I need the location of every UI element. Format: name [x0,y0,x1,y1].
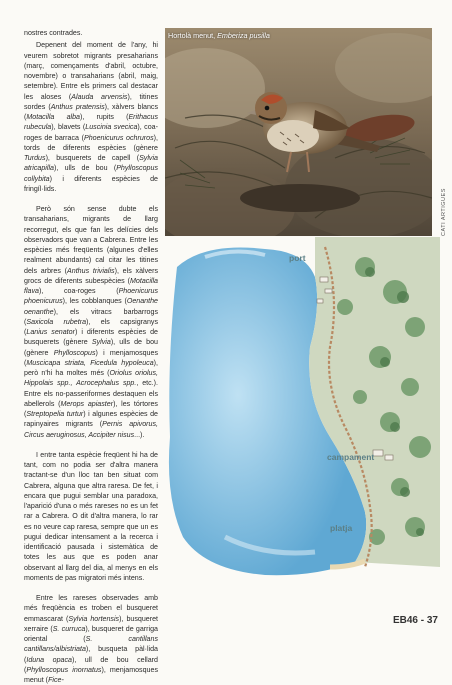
map-label-camp: campament [327,452,375,462]
paragraph: nostres contrades. [24,29,83,37]
bunting-illustration [165,28,432,236]
article-text-column [24,28,158,685]
photo-credit: CATI ARTIGUES [441,188,447,236]
map-label-beach: platja [330,523,353,533]
watercolor-map [165,237,440,582]
paragraph: Entre les rareses observades amb més freqüència es troben el busqueret emmascarat (Sylvia hortensis), busqueret xerraire (S. curruca), busqueret de garriga oriental (S. cantillans cantillans/albistriata), busqueta pàl·lida (Iduna opaca), ull de bou cellard (Phylloscopus inornatus), menjamosques menut (Fice- [24,594,158,684]
page-folio: EB46 - 37 [392,615,438,626]
map-label-port: port [289,253,306,263]
harbour-map-illustration [165,237,440,582]
paragraph: Però són sense dubte els transaharians, migrants de llarg recorregut, els que fan les delícies dels observadors que van a Cabrera. Entre les espècies més freqüents (algunes d'elles realment abundants) cal citar les titines dels arbres (Anthus trivialis), els xàlvers grocs de diferents subespècies (Motacilla flava), coa-roges (Phoenicurus phoenicurus), les cobblanques (Oenanthe oenanthe), els vitracs barbarrogs (Saxicola rubetra), els capsigranys (Lanius senator) i diferents espècies de busquerets (gènere Sylvia), ulls de bou (gènere Phylloscopus) i menjamosques (Muscicapa striata, Ficedula hypoleuca), però n'hi ha moltes més (Oriolus oriolus, Hippolais spp., Acrocephalus spp., etc.). Entre els no-passeriformes destaquen els abellerols (Merops apiaster), les tórtores (Streptopelia turtur) i algunes espècies de rapinyaires migrants (Pernis apivorus, Circus aeruginosus, Accipiter nisus...). [24,205,159,439]
photo-caption: Hortolà menut, Emberiza pusilla [168,31,270,40]
paragraph: Depenent del moment de l'any, hi veurem sobretot migrants presaharians (març, començaments d'abril, octubre, novembre) o transaharians (abril, maig, setembre). Entre els primers cal destacar les aloses (Alauda arvensis), titines sordes (Anthus pratensis), xàlvers blancs (Motacilla alba), rupits (Erithacus rubecula), blavets (Luscinia svecica), coa-roges de barraca (Phoenicurus ochruros), tords de diferents espècies (gènere Turdus), busquerets de capell (Sylvia atricapilla), ulls de bou (Phylloscopus collybita) i diferents espècies de fringíl·lids. [24,41,159,193]
paragraph: I entre tanta espècie freqüent hi ha de tant, com no podia ser d'altra manera tractant-se d'un lloc tan ben situat com Cabrera, alguna que altra raresa. De fet, i encara que pugui semblar una paradoxa, l'aparició d'una o més rareses no es un fet rar a Cabrera. O dit d'altra manera, lo rar es no veure cap raresa, sempre que un es pugui dedicar intensament a la recerca i identificació pausada i sistemàtica de totes les aus que es poden anar observant al llarg del dia, al menys en els moments de pas migratori més intens. [24,450,158,582]
bird-photo [165,28,432,236]
